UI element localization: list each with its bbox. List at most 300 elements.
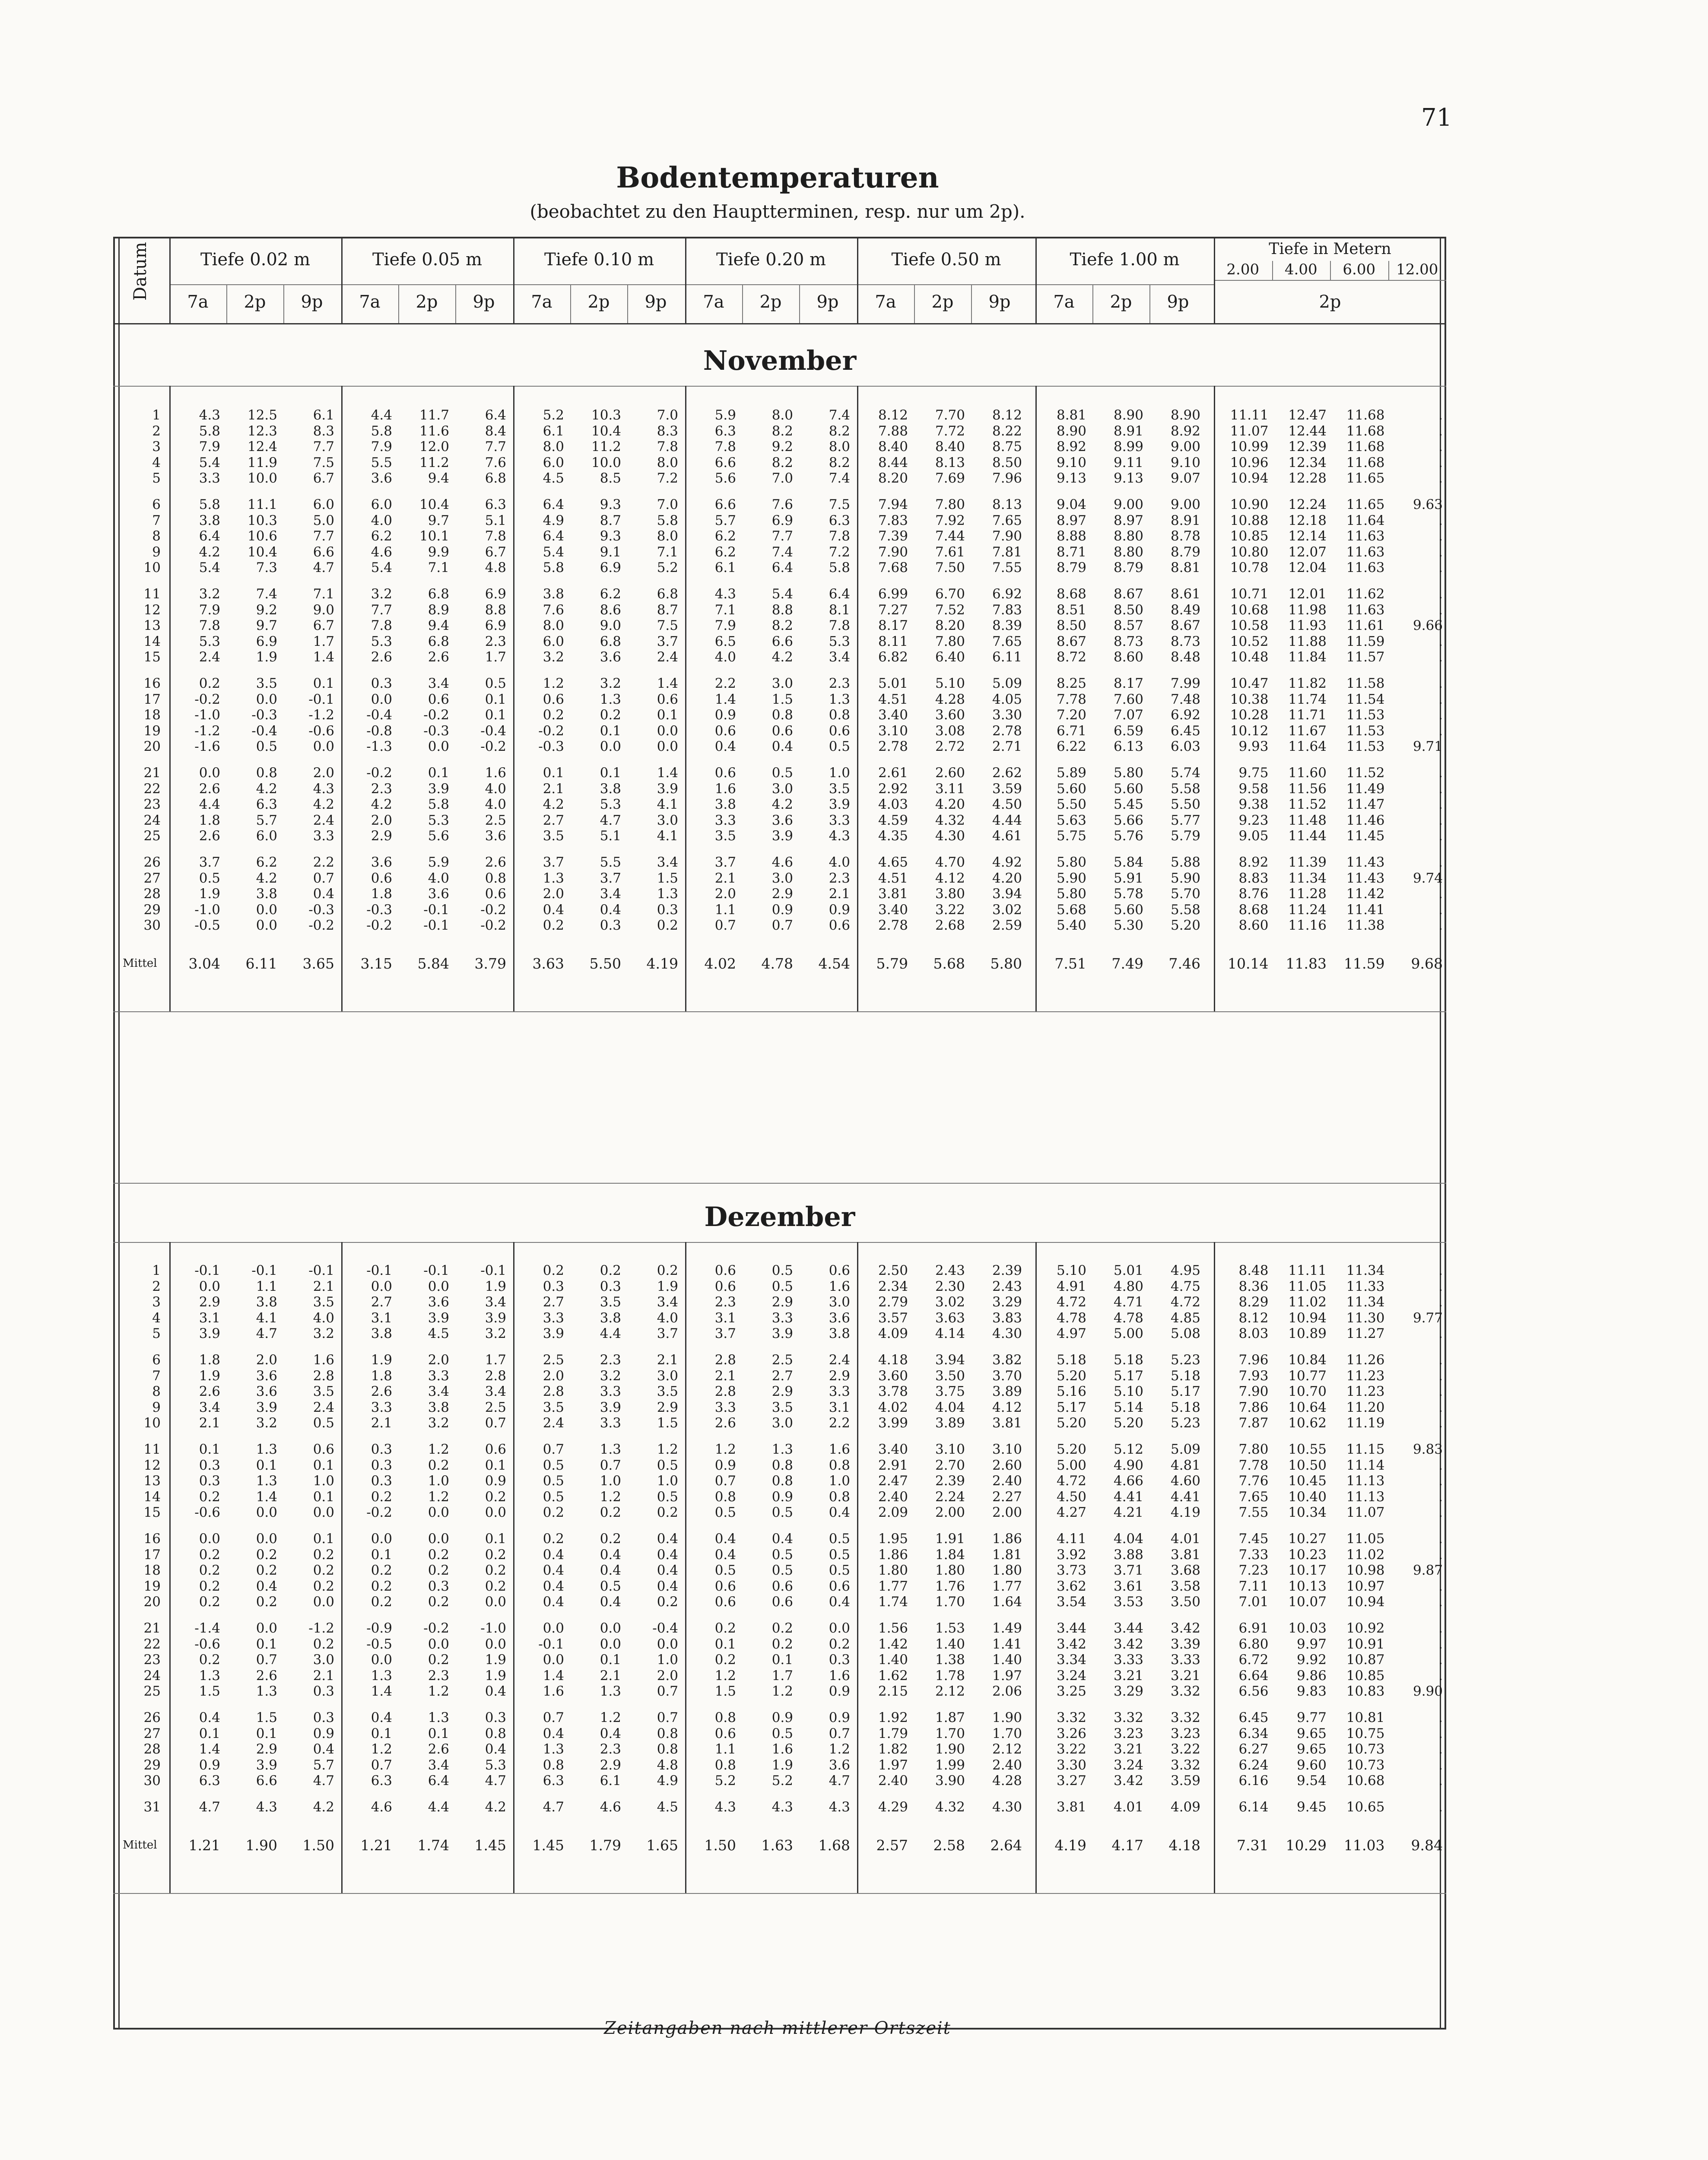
value-cell: 3.4 [485,1294,506,1310]
value-cell: 10.34 [1288,1505,1327,1521]
value-cell: 5.23 [1170,1415,1200,1431]
value-cell: 0.5 [771,1263,793,1278]
value-cell: 11.93 [1288,618,1327,634]
value-cell: 4.12 [992,1399,1022,1415]
value-cell: 0.6 [829,1263,850,1278]
value-cell: 11.34 [1346,1263,1385,1278]
value-cell: 9.23 [1238,812,1269,828]
day-cell: 5 [152,1326,161,1342]
value-cell: 0.7 [371,1757,392,1773]
value-cell: 10.75 [1346,1725,1385,1741]
soil-temperature-table [113,237,1446,2030]
deep-depth-header: 2.00 [1226,261,1260,278]
value-cell: 5.12 [1113,1442,1143,1457]
value-cell: 0.0 [657,739,678,755]
value-cell: 7.1 [313,586,334,602]
value-cell: 6.24 [1238,1757,1269,1773]
value-cell: 7.39 [878,528,908,544]
value-cell: 1.9 [771,1757,793,1773]
value-cell: 3.23 [1170,1725,1200,1741]
day-cell: 31 [143,1799,161,1815]
term-header: 9p [473,292,495,312]
value-cell: 3.5 [714,828,736,844]
value-cell: 0.4 [657,1547,678,1563]
value-cell: 0.4 [829,1594,850,1610]
day-cell: 7 [152,512,161,528]
value-cell: 9.77 [1413,1310,1443,1326]
value-cell: 10.38 [1230,691,1269,707]
value-cell: 4.21 [1113,1505,1143,1521]
value-cell: 2.27 [992,1489,1022,1505]
value-cell: 6.6 [256,1773,277,1789]
value-cell: 1.8 [371,886,392,902]
value-cell: 5.20 [1170,918,1200,934]
value-cell: 4.9 [543,512,564,528]
value-cell: . [1438,902,1443,918]
value-cell: 0.2 [600,707,621,723]
value-cell: 11.24 [1288,902,1327,918]
value-cell: 3.40 [878,902,908,918]
value-cell: 5.2 [714,1773,736,1789]
value-cell: 3.4 [600,886,621,902]
value-cell: 1.0 [829,765,850,781]
value-cell: 1.1 [714,1741,736,1757]
rule-vertical [1035,386,1037,1011]
value-cell: 0.2 [371,1578,392,1594]
value-cell: 9.86 [1296,1668,1327,1684]
value-cell: 8.29 [1238,1294,1269,1310]
value-cell: 0.2 [657,918,678,934]
value-cell: 4.8 [485,560,506,576]
value-cell: 2.6 [714,1415,736,1431]
value-cell: 3.81 [1170,1547,1200,1563]
value-cell: 5.58 [1170,902,1200,918]
value-cell: 8.49 [1170,602,1200,618]
value-cell: . [1438,1757,1443,1773]
value-cell: 4.1 [657,828,678,844]
value-cell: 0.0 [600,1620,621,1636]
value-cell: 0.8 [657,1741,678,1757]
day-cell: 3 [152,1294,161,1310]
value-cell: 9.0 [600,618,621,634]
value-cell: 7.5 [313,454,334,470]
value-cell: 0.7 [771,918,793,934]
value-cell: 3.32 [1170,1710,1200,1725]
value-cell: -1.0 [194,902,220,918]
value-cell: 8.1 [829,602,850,618]
term-header: 7a [875,292,896,312]
value-cell: 3.9 [256,1399,277,1415]
value-cell: 5.08 [1170,1326,1200,1342]
value-cell: 7.6 [543,602,564,618]
value-cell: 10.07 [1288,1594,1327,1610]
value-cell: 0.4 [199,1710,220,1725]
value-cell: 7.8 [714,439,736,455]
rule-vertical [455,284,456,323]
value-cell: 3.30 [992,707,1022,723]
value-cell: 11.46 [1346,812,1385,828]
value-cell: 3.7 [543,854,564,870]
value-cell: 4.0 [485,781,506,797]
value-cell: 0.5 [199,870,220,886]
value-cell: 3.1 [371,1310,392,1326]
value-cell: 0.2 [313,1547,334,1563]
value-cell: 3.94 [935,1352,965,1368]
day-cell: 3 [152,439,161,455]
value-cell: 3.8 [543,586,564,602]
rule-vertical [169,1242,171,1893]
value-cell: 2.72 [935,739,965,755]
value-cell: 1.56 [878,1620,908,1636]
value-cell: 4.70 [935,854,965,870]
value-cell: 1.0 [313,1473,334,1489]
value-cell: -0.2 [194,691,220,707]
value-cell: -0.3 [538,739,564,755]
value-cell: 0.1 [600,1652,621,1668]
value-cell: 10.64 [1288,1399,1327,1415]
value-cell: 0.4 [600,902,621,918]
value-cell: 8.36 [1238,1278,1269,1294]
value-cell: 3.0 [771,781,793,797]
value-cell: 5.74 [1170,765,1200,781]
value-cell: -1.4 [194,1620,220,1636]
value-cell: -0.1 [538,1636,564,1652]
value-cell: 0.5 [600,1578,621,1594]
value-cell: 12.4 [247,439,277,455]
value-cell: 6.9 [485,618,506,634]
value-cell: 11.34 [1288,870,1327,886]
value-cell: 1.87 [935,1710,965,1725]
value-cell: 0.1 [313,1531,334,1547]
value-cell: 0.6 [714,1725,736,1741]
day-cell: 14 [143,1489,161,1505]
rule-vertical [971,284,972,323]
value-cell: 11.1 [247,497,277,512]
value-cell: 11.44 [1288,828,1327,844]
value-cell: 5.45 [1113,797,1143,813]
value-cell: 6.6 [714,497,736,512]
value-cell: 1.2 [829,1741,850,1757]
value-cell: 0.2 [714,1652,736,1668]
value-cell: 4.78 [1056,1310,1086,1326]
value-cell: 6.4 [829,586,850,602]
value-cell: 0.9 [199,1757,220,1773]
value-cell: 3.3 [371,1399,392,1415]
value-cell: . [1438,454,1443,470]
value-cell: 0.7 [714,918,736,934]
rule-horizontal [113,1183,1446,1184]
value-cell: 7.83 [992,602,1022,618]
value-cell: -0.1 [480,1263,506,1278]
value-cell: 0.0 [600,739,621,755]
value-cell: 11.43 [1346,870,1385,886]
value-cell: 2.6 [371,649,392,665]
value-cell: 0.7 [600,1457,621,1473]
value-cell: 5.2 [657,560,678,576]
value-cell: 11.53 [1346,707,1385,723]
value-cell: 0.2 [428,1457,449,1473]
value-cell: 0.3 [313,1710,334,1725]
value-cell: 4.0 [313,1310,334,1326]
value-cell: 8.92 [1170,423,1200,439]
value-cell: 0.5 [657,1489,678,1505]
value-cell: 3.4 [199,1399,220,1415]
value-cell: 12.5 [247,407,277,423]
value-cell: 4.71 [1113,1294,1143,1310]
value-cell: 0.0 [829,1620,850,1636]
value-cell: 0.6 [771,1594,793,1610]
value-cell: 2.7 [543,812,564,828]
value-cell: 0.0 [256,1505,277,1521]
value-cell: 2.78 [878,918,908,934]
value-cell: 0.2 [543,918,564,934]
value-cell: 5.8 [199,497,220,512]
value-cell: 7.3 [256,560,277,576]
value-cell: 0.6 [714,765,736,781]
value-cell: 3.78 [878,1384,908,1400]
value-cell: 4.78 [1113,1310,1143,1326]
value-cell: 11.26 [1346,1352,1385,1368]
value-cell: 8.25 [1056,676,1086,691]
value-cell: 0.2 [199,1578,220,1594]
value-cell: . [1438,707,1443,723]
mittel-cell: 7.46 [1168,955,1200,972]
value-cell: 2.9 [771,1384,793,1400]
rule-vertical [857,237,858,323]
value-cell: 0.0 [657,723,678,739]
value-cell: . [1438,1368,1443,1384]
value-cell: 4.20 [992,870,1022,886]
value-cell: 7.27 [878,602,908,618]
day-cell: 23 [143,797,161,813]
value-cell: 0.0 [428,1636,449,1652]
day-cell: 24 [143,812,161,828]
value-cell: 10.17 [1288,1563,1327,1579]
value-cell: 4.2 [771,649,793,665]
value-cell: 5.80 [1113,765,1143,781]
value-cell: 10.27 [1288,1531,1327,1547]
value-cell: 2.1 [543,781,564,797]
value-cell: 12.47 [1288,407,1327,423]
value-cell: 3.82 [992,1352,1022,1368]
value-cell: 7.2 [829,544,850,560]
value-cell: 11.2 [419,454,449,470]
value-cell: 10.6 [247,528,277,544]
month-title: Dezember [704,1201,855,1232]
value-cell: 3.83 [992,1310,1022,1326]
value-cell: . [1438,649,1443,665]
value-cell: 0.8 [771,1457,793,1473]
value-cell: 11.58 [1346,676,1385,691]
value-cell: 0.9 [771,1710,793,1725]
value-cell: 9.3 [600,528,621,544]
value-cell: 4.7 [313,1773,334,1789]
value-cell: 3.3 [600,1384,621,1400]
value-cell: 11.45 [1346,828,1385,844]
value-cell: 3.40 [878,1442,908,1457]
value-cell: 8.6 [600,602,621,618]
day-cell: 15 [143,649,161,665]
value-cell: -0.4 [251,723,277,739]
value-cell: 9.97 [1296,1636,1327,1652]
value-cell: 7.44 [935,528,965,544]
value-cell: 9.7 [256,618,277,634]
term-header: 9p [644,292,667,312]
value-cell: 0.4 [543,1563,564,1579]
value-cell: 10.94 [1230,470,1269,486]
depth-group-header: Tiefe 0.10 m [544,250,654,270]
value-cell: 4.85 [1170,1310,1200,1326]
value-cell: 9.9 [428,544,449,560]
value-cell: 1.0 [829,1473,850,1489]
value-cell: 3.68 [1170,1563,1200,1579]
value-cell: 4.0 [714,649,736,665]
rule-vertical [1330,261,1331,280]
value-cell: 0.9 [714,1457,736,1473]
day-cell: 27 [143,1725,161,1741]
value-cell: 6.4 [543,528,564,544]
rule-vertical [742,284,743,323]
value-cell: -0.2 [308,918,334,934]
value-cell: 8.0 [543,439,564,455]
value-cell: 3.40 [878,707,908,723]
term-header: 7a [703,292,724,312]
value-cell: 3.6 [829,1310,850,1326]
value-cell: 5.3 [829,633,850,649]
value-cell: 10.55 [1288,1442,1327,1457]
value-cell: 0.1 [657,707,678,723]
value-cell: 3.89 [992,1384,1022,1400]
day-cell: 20 [143,739,161,755]
value-cell: 1.4 [657,765,678,781]
value-cell: 2.8 [485,1368,506,1384]
value-cell: 8.0 [771,407,793,423]
value-cell: 5.79 [1170,828,1200,844]
value-cell: . [1438,586,1443,602]
value-cell: 2.09 [878,1505,908,1521]
value-cell: 0.4 [829,1505,850,1521]
value-cell: 0.7 [714,1473,736,1489]
value-cell: 0.6 [714,1594,736,1610]
value-cell: 2.0 [543,1368,564,1384]
value-cell: 4.29 [878,1799,908,1815]
value-cell: 7.87 [1238,1415,1269,1431]
value-cell: 8.90 [1113,407,1143,423]
value-cell: 5.77 [1170,812,1200,828]
value-cell: 3.73 [1056,1563,1086,1579]
value-cell: 3.9 [657,781,678,797]
value-cell: . [1438,423,1443,439]
value-cell: 3.29 [992,1294,1022,1310]
value-cell: 8.67 [1056,633,1086,649]
value-cell: 0.8 [714,1757,736,1773]
value-cell: 5.75 [1056,828,1086,844]
value-cell: 1.9 [256,649,277,665]
value-cell: 4.04 [935,1399,965,1415]
value-cell: 0.2 [313,1563,334,1579]
value-cell: 4.35 [878,828,908,844]
rule-vertical [283,284,284,323]
value-cell: 6.3 [543,1773,564,1789]
value-cell: 4.59 [878,812,908,828]
value-cell: 2.2 [829,1415,850,1431]
value-cell: 7.5 [657,618,678,634]
value-cell: 6.9 [485,586,506,602]
value-cell: 2.9 [600,1757,621,1773]
day-cell: 5 [152,470,161,486]
value-cell: 3.7 [714,1326,736,1342]
value-cell: 0.4 [485,1684,506,1699]
day-cell: 11 [143,1442,161,1457]
value-cell: 2.7 [371,1294,392,1310]
value-cell: 7.93 [1238,1368,1269,1384]
value-cell: 1.5 [657,870,678,886]
value-cell: 0.5 [829,1547,850,1563]
value-cell: 4.4 [199,797,220,813]
value-cell: -0.1 [251,1263,277,1278]
value-cell: 7.69 [935,470,965,486]
value-cell: 5.78 [1113,886,1143,902]
value-cell: 1.2 [600,1489,621,1505]
value-cell: 8.12 [878,407,908,423]
rule-vertical [914,284,915,323]
value-cell: 5.8 [657,512,678,528]
value-cell: 2.6 [199,781,220,797]
value-cell: 7.68 [878,560,908,576]
value-cell: 7.9 [199,602,220,618]
value-cell: 2.9 [771,1294,793,1310]
value-cell: 8.92 [1056,439,1086,455]
value-cell: 7.23 [1238,1563,1269,1579]
value-cell: 6.2 [256,854,277,870]
value-cell: 4.2 [771,797,793,813]
value-cell: 0.0 [313,739,334,755]
value-cell: 0.1 [543,765,564,781]
value-cell: 0.1 [485,707,506,723]
value-cell: 12.28 [1288,470,1327,486]
value-cell: 8.97 [1056,512,1086,528]
mittel-cell: 9.68 [1411,955,1443,972]
value-cell: 0.3 [600,1278,621,1294]
value-cell: -0.1 [423,918,449,934]
value-cell: -0.9 [366,1620,392,1636]
value-cell: 1.7 [485,649,506,665]
value-cell: 11.74 [1288,691,1327,707]
value-cell: 0.1 [600,765,621,781]
value-cell: . [1438,1578,1443,1594]
value-cell: 3.5 [829,781,850,797]
value-cell: 11.68 [1346,423,1385,439]
value-cell: 1.8 [199,812,220,828]
mittel-cell: 1.50 [704,1836,736,1854]
value-cell: 9.10 [1170,454,1200,470]
value-cell: 8.12 [1238,1310,1269,1326]
value-cell: 2.8 [714,1352,736,1368]
value-cell: . [1438,1263,1443,1278]
value-cell: 6.7 [313,470,334,486]
value-cell: 8.51 [1056,602,1086,618]
value-cell: 9.63 [1413,497,1443,512]
value-cell: 9.65 [1296,1741,1327,1757]
value-cell: -1.2 [308,1620,334,1636]
value-cell: . [1438,407,1443,423]
value-cell: 3.25 [1056,1684,1086,1699]
value-cell: 1.86 [878,1547,908,1563]
value-cell: -0.1 [366,1263,392,1278]
value-cell: 4.65 [878,854,908,870]
value-cell: 0.2 [371,1594,392,1610]
value-cell: 1.3 [600,691,621,707]
